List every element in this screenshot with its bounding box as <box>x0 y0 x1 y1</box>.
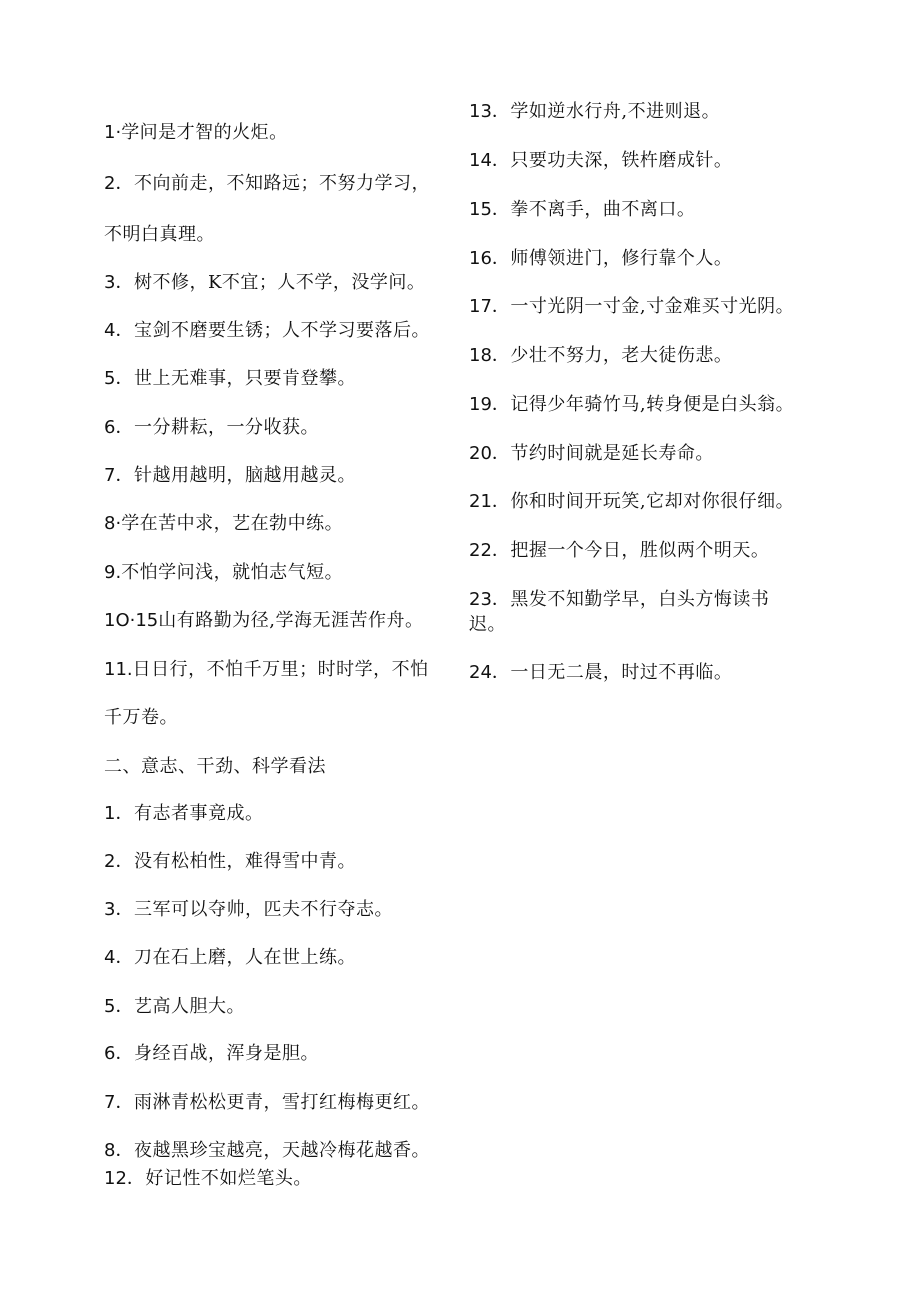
item-text: ．三军可以夺帅，匹夫不行夺志。 <box>115 899 393 920</box>
item-text: ．雨淋青松松更青，雪打红梅梅更红。 <box>115 1092 430 1113</box>
left-item-2 <box>104 173 430 195</box>
item-text: ．你和时间开玩笑,它却对你很仔细。 <box>491 491 795 512</box>
item-number: 13 <box>469 101 492 122</box>
item-text: ．一寸光阴一寸金,寸金难买寸光阴。 <box>491 296 795 317</box>
item-number: 16 <box>469 248 492 269</box>
item-number: 15 <box>469 199 492 220</box>
item-number: 11. <box>104 659 133 680</box>
item-text: ．记得少年骑竹马,转身便是白头翁。 <box>491 394 795 415</box>
right-item-21 <box>469 491 794 513</box>
left2-item-2 <box>104 851 356 873</box>
item-number: 6 <box>104 1043 116 1064</box>
item-text: ．学如逆水行舟,不进则退。 <box>491 101 721 122</box>
item-number: 7 <box>104 465 116 486</box>
item-text: ．不向前走，不知路远；不努力学习， <box>115 173 430 194</box>
item-number: 3 <box>104 272 116 293</box>
item-text: ．身经百战，浑身是胆。 <box>115 1043 319 1064</box>
left-item-8 <box>104 513 343 535</box>
item-number: 23 <box>469 589 492 610</box>
item-number: 14 <box>469 150 492 171</box>
left-item-11 <box>104 659 429 681</box>
item-number: 18 <box>469 345 492 366</box>
item-text: 山有路勤为径,学海无涯苦作舟。 <box>158 610 424 631</box>
item-text: ．没有松柏性，难得雪中青。 <box>115 851 356 872</box>
left-item-3 <box>104 272 425 294</box>
right-item-16 <box>469 248 732 270</box>
item-text: ．世上无难事，只要肯登攀。 <box>115 368 356 389</box>
item-number: 21 <box>469 491 492 512</box>
left2-item-7 <box>104 1092 430 1114</box>
item-number: 20 <box>469 443 492 464</box>
item-number: 1 <box>104 803 116 824</box>
left-item-11-cont <box>104 707 178 729</box>
item-number: 6 <box>104 417 116 438</box>
item-text: ．师傅领进门，修行靠个人。 <box>491 248 733 269</box>
item-number: 17 <box>469 296 492 317</box>
item-text: ．针越用越明，脑越用越灵。 <box>115 465 356 486</box>
item-text: ．一日无二晨，时过不再临。 <box>491 662 733 683</box>
right-item-14 <box>469 150 732 172</box>
right-item-17 <box>469 296 794 318</box>
item-text: 不怕学问浅，就怕志气短。 <box>121 562 344 583</box>
item-text: ．只要功夫深，铁杵磨成针。 <box>491 150 733 171</box>
right-item-24 <box>469 662 732 684</box>
item-number: 12 <box>104 1168 127 1189</box>
item-number: 4 <box>104 947 116 968</box>
section-heading: 二、意志、干劲、科学看法 <box>104 756 326 777</box>
item-text: ．刀在石上磨，人在世上练。 <box>115 947 356 968</box>
item-number: 2 <box>104 173 116 194</box>
item-text: ．好记性不如烂笔头。 <box>126 1168 312 1189</box>
item-number: 5 <box>104 368 116 389</box>
item-number: 9. <box>104 562 122 583</box>
left-item-10 <box>104 610 423 632</box>
item-number: 1O·15 <box>104 610 159 631</box>
item-text: 日日行，不怕千万里；时时学，不怕 <box>132 659 429 680</box>
right-item-18 <box>469 345 732 367</box>
item-text: 千万卷。 <box>104 707 178 728</box>
item-number: 19 <box>469 394 492 415</box>
left2-item-6 <box>104 1043 319 1065</box>
item-text: 迟。 <box>469 614 506 635</box>
item-text: ．夜越黑珍宝越亮，天越冷梅花越香。 <box>115 1140 430 1161</box>
item-number: 22 <box>469 540 492 561</box>
item-text: ．少壮不努力，老大徒伤悲。 <box>491 345 733 366</box>
left-item-1 <box>104 122 288 144</box>
item-text: ．宝剑不磨要生锈；人不学习要落后。 <box>115 320 430 341</box>
left-item-9 <box>104 562 343 584</box>
item-number: 8 <box>104 1140 116 1161</box>
left-item-7 <box>104 465 356 487</box>
item-number: 4 <box>104 320 116 341</box>
item-text: 学问是才智的火炬。 <box>121 122 288 143</box>
item-text: ．拳不离手，曲不离口。 <box>491 199 696 220</box>
left2-item-1 <box>104 803 263 825</box>
left2-item-12 <box>104 1168 312 1190</box>
left-item-5 <box>104 368 356 390</box>
item-number: 3 <box>104 899 116 920</box>
right-item-19 <box>469 394 794 416</box>
item-number: 2 <box>104 851 116 872</box>
item-number: 5 <box>104 996 116 1017</box>
item-number: 7 <box>104 1092 116 1113</box>
left-item-4 <box>104 320 430 342</box>
item-text: 学在苦中求，艺在勃中练。 <box>121 513 344 534</box>
left2-item-8 <box>104 1140 430 1162</box>
right-item-13 <box>469 101 720 123</box>
item-text: ．有志者事竟成。 <box>115 803 264 824</box>
left2-item-5 <box>104 996 245 1018</box>
item-text: ．节约时间就是延长寿命。 <box>491 443 714 464</box>
right-item-20 <box>469 443 714 465</box>
item-text: ．把握一个今日，胜似两个明天。 <box>491 540 770 561</box>
item-number: 1· <box>104 122 122 143</box>
item-number: 24 <box>469 662 492 683</box>
item-number: 8· <box>104 513 122 534</box>
right-item-22 <box>469 540 769 562</box>
left2-item-3 <box>104 899 393 921</box>
item-text: ．艺高人胆大。 <box>115 996 245 1017</box>
right-item-23-cont <box>469 614 506 636</box>
item-text: ．树不修，K不宜；人不学，没学问。 <box>115 272 426 293</box>
right-item-23 <box>469 589 769 611</box>
left-item-6 <box>104 417 319 439</box>
item-text: ．黑发不知勤学早，白头方悔读书 <box>491 589 770 610</box>
right-item-15 <box>469 199 695 221</box>
left2-item-4 <box>104 947 356 969</box>
item-text: ．一分耕耘，一分收获。 <box>115 417 319 438</box>
item-text: 不明白真理。 <box>104 224 215 245</box>
left-item-2-cont <box>104 224 215 246</box>
